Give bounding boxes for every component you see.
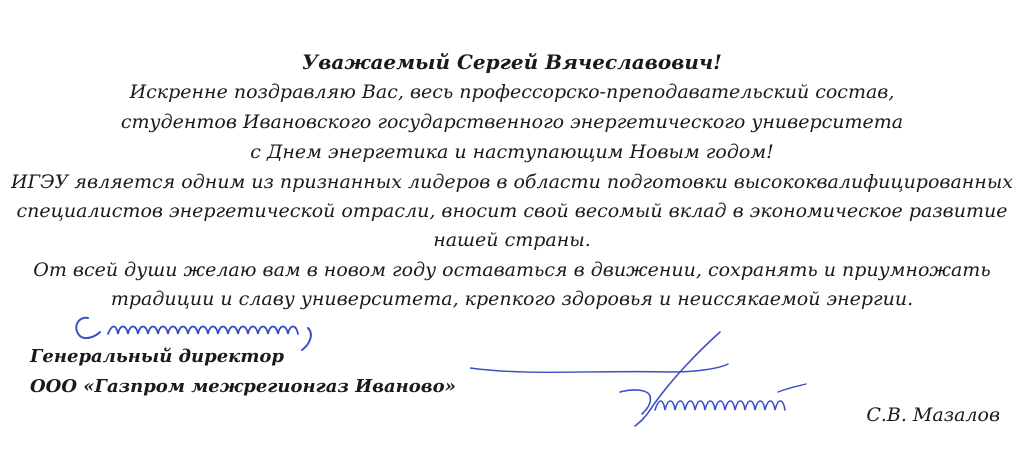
paragraph-line-6: нашей страны.	[433, 229, 591, 251]
paragraph-line-5: специалистов энергетической отрасли, вносит свой весомый вклад в экономическое развитие	[16, 200, 1008, 222]
paragraph-line-8: традиции и славу университета, крепкого здоровья и неиссякаемой энергии.	[110, 288, 914, 310]
greeting: Уважаемый Сергей Вячеславович!	[302, 50, 722, 74]
paragraph-line-4: ИГЭУ является одним из признанных лидеров в области подготовки высококвалифицированных	[10, 171, 1014, 193]
paragraph-line-7: От всей души желаю вам в новом году оставаться в движении, сохранять и приумножать	[33, 259, 991, 281]
paragraph-line-3: с Днем энергетика и наступающим Новым годом!	[250, 141, 774, 163]
handwritten-signature	[470, 330, 810, 430]
signer-position: Генеральный директор	[30, 346, 285, 367]
signer-name: С.В. Мазалов	[866, 404, 1000, 426]
paragraph-line-2: студентов Ивановского государственного энергетического университета	[120, 111, 904, 133]
paragraph-line-1: Искренне поздравляю Вас, весь профессорско-преподавательский состав,	[129, 81, 895, 103]
signer-organization: ООО «Газпром межрегионгаз Иваново»	[30, 376, 456, 397]
